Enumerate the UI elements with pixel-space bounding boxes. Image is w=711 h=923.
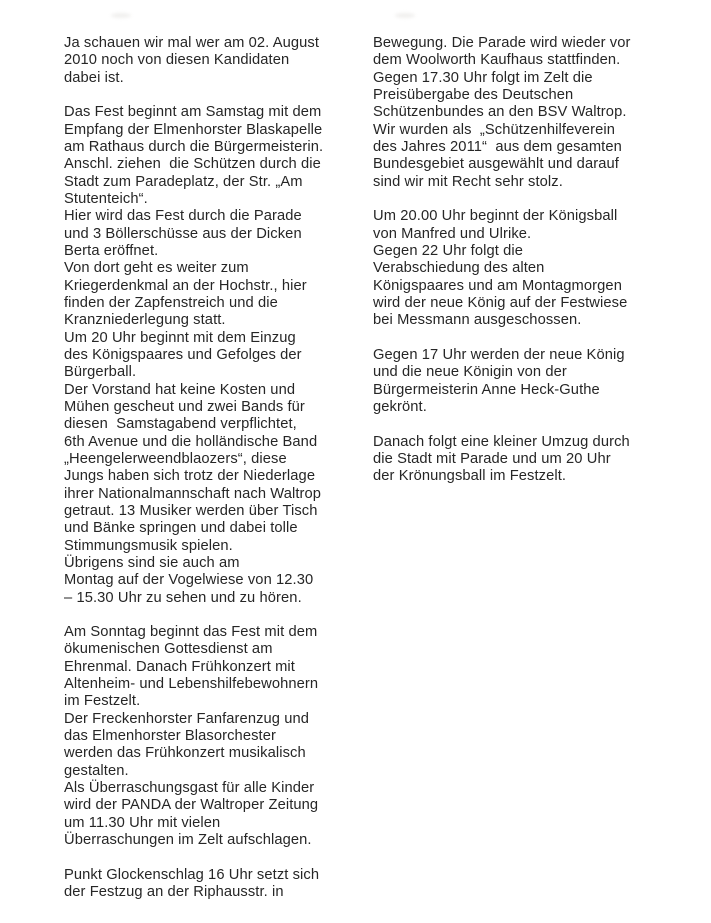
text-line: Jungs haben sich trotz der Niederlage (64, 468, 316, 485)
text-line: „Heengelerweendblaozers“, diese (64, 450, 287, 467)
text-line: des Jahres 2011“ aus dem gesamten (373, 138, 622, 155)
text-line: wird der PANDA der Waltroper Zeitung (64, 797, 319, 814)
text-line: ihrer Nationalmannschaft nach Waltrop (64, 485, 322, 502)
text-line: und 3 Böllerschüsse aus der Dicken (64, 225, 302, 242)
paragraph (64, 104, 364, 607)
text-line: am Rathaus durch die Bürgermeisterin. (64, 138, 324, 155)
text-line: Um 20 Uhr beginnt mit dem Einzug (64, 329, 296, 346)
left-text-column (64, 35, 364, 901)
text-line: und Bänke springen und dabei tolle (64, 520, 298, 537)
text-line: Kriegerdenkmal an der Hochstr., hier (64, 277, 307, 294)
text-line: der Festzug an der Riphausstr. in (64, 884, 284, 901)
scan-artifact (111, 13, 131, 18)
text-line: Bürgermeisterin Anne Heck-Guthe (373, 381, 600, 398)
text-line: diesen Samstagabend verpflichtet, (64, 416, 297, 433)
text-line: dabei ist. (64, 69, 124, 86)
text-line: gekrönt. (373, 398, 427, 415)
text-line: Das Fest beginnt am Samstag mit dem (64, 104, 322, 121)
text-line: ökumenischen Gottesdienst am (64, 641, 273, 658)
text-line: Überraschungen im Zelt aufschlagen. (64, 832, 312, 849)
text-line: Bürgerball. (64, 364, 137, 381)
text-line: – 15.30 Uhr zu sehen und zu hören. (64, 589, 302, 606)
text-line: Stadt zum Paradeplatz, der Str. „Am (64, 173, 303, 190)
text-line: um 11.30 Uhr mit vielen (64, 814, 221, 831)
text-line: werden das Frühkonzert musikalisch (64, 745, 306, 762)
text-line: Übrigens sind sie auch am (64, 554, 240, 571)
text-line: Kranzniederlegung statt. (64, 312, 226, 329)
paragraph (373, 434, 673, 486)
text-line: Ehrenmal. Danach Frühkonzert mit (64, 658, 295, 675)
text-line: sind wir mit Recht sehr stolz. (373, 173, 563, 190)
text-line: des Königspaares und Gefolges der (64, 346, 302, 363)
text-line: Der Vorstand hat keine Kosten und (64, 381, 296, 398)
text-line: Bundesgebiet ausgewählt und darauf (373, 156, 619, 173)
text-line: der Krönungsball im Festzelt. (373, 468, 567, 485)
text-line: Bewegung. Die Parade wird wieder vor (373, 35, 631, 51)
text-line: Hier wird das Fest durch die Parade (64, 208, 302, 225)
text-line: Um 20.00 Uhr beginnt der Königsball (373, 208, 618, 225)
text-line: Altenheim- und Lebenshilfebewohnern (64, 676, 319, 693)
text-line: Gegen 22 Uhr folgt die (373, 242, 523, 259)
text-line: Gegen 17.30 Uhr folgt im Zelt die (373, 69, 593, 86)
text-line: Wir wurden als „Schützenhilfeverein (373, 121, 615, 138)
text-line: Punkt Glockenschlag 16 Uhr setzt sich (64, 866, 320, 883)
text-line: das Elmenhorster Blasorchester (64, 728, 276, 745)
text-line: getraut. 13 Musiker werden über Tisch (64, 502, 318, 519)
text-line: dem Woolworth Kaufhaus stattfinden. (373, 52, 621, 69)
text-line: Stutenteich“. (64, 190, 148, 207)
text-line: und die neue Königin von der (373, 364, 567, 381)
paragraph (373, 35, 673, 191)
text-line: Von dort geht es weiter zum (64, 260, 249, 277)
text-line: Verabschiedung des alten (373, 260, 545, 277)
text-line: 6th Avenue und die holländische Band (64, 433, 318, 450)
paragraph (373, 208, 673, 329)
right-text-column (373, 35, 673, 486)
text-line: Königspaares und am Montagmorgen (373, 277, 622, 294)
text-line: Mühen gescheut und zwei Bands für (64, 398, 305, 415)
text-line: wird der neue König auf der Festwiese (373, 294, 628, 311)
text-line: Empfang der Elmenhorster Blaskapelle (64, 121, 323, 138)
text-line: Danach folgt eine kleiner Umzug durch (373, 433, 630, 450)
text-line: Stimmungsmusik spielen. (64, 537, 233, 554)
text-line: Ja schauen wir mal wer am 02. August (64, 35, 320, 51)
paragraph (64, 35, 364, 87)
text-line: bei Messmann ausgeschossen. (373, 312, 582, 329)
text-line: Als Überraschungsgast für alle Kinder (64, 780, 315, 797)
text-line: Gegen 17 Uhr werden der neue König (373, 346, 625, 363)
text-line: Am Sonntag beginnt das Fest mit dem (64, 624, 318, 641)
text-line: Berta eröffnet. (64, 242, 159, 259)
scan-artifact (395, 13, 415, 18)
text-line: von Manfred und Ulrike. (373, 225, 532, 242)
paragraph (64, 867, 364, 902)
text-line: gestalten. (64, 762, 129, 779)
text-line: 2010 noch von diesen Kandidaten (64, 52, 290, 69)
text-line: Montag auf der Vogelwiese von 12.30 (64, 572, 314, 589)
paragraph (64, 624, 364, 849)
text-line: Preisübergabe des Deutschen (373, 86, 574, 103)
text-line: Der Freckenhorster Fanfarenzug und (64, 710, 310, 727)
paragraph (373, 347, 673, 416)
text-line: finden der Zapfenstreich und die (64, 294, 278, 311)
text-line: die Stadt mit Parade und um 20 Uhr (373, 450, 611, 467)
text-line: im Festzelt. (64, 693, 141, 710)
text-line: Anschl. ziehen die Schützen durch die (64, 156, 321, 173)
text-line: Schützenbundes an den BSV Waltrop. (373, 104, 627, 121)
